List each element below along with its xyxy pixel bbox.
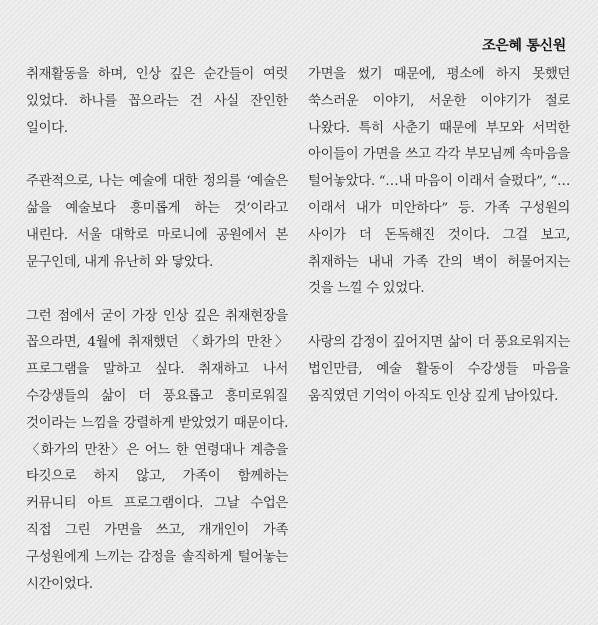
article-paragraph: 가면을 썼기 때문에, 평소에 하지 못했던 쑥스러운 이야기, 서운한 이야기가 절로 나왔다. 특히 사춘기 때문에 부모와 서먹한 아이들이 가면을 쓰고 각각 부모님께 속마음을 털어놓았다. “…내 마음이 이래서 슬펐다”, “…이래서 내가 미안하다” 등. 가족 구성원의 사이가 더 돈독해진 것이다. 그걸 보고, 취재하는 내내 가족 간의 벽이 허물어지는 것을 느낄 수 있었다.: [308, 67, 570, 297]
article-paragraph: 사랑의 감정이 깊어지면 삶이 더 풍요로워지는 법인만큼, 예술 활동이 수강생들 마음을 움직였던 기억이 아직도 인상 깊게 남아있다.: [308, 335, 570, 404]
article-column-left: [26, 62, 288, 625]
article-column-right: [308, 62, 570, 438]
article-paragraph: 그런 점에서 굳이 가장 인상 깊은 취재현장을 꼽으라면, 4월에 취재했던 〈화가의 만찬〉 프로그램을 말하고 싶다. 취재하고 나서 수강생들의 삶이 더 풍요롭고 흥미로워질 것이라는 느낌을 강렬하게 받았었기 때문이다. 〈화가의 만찬〉은 어느 한 연령대나 계층을 타깃으로 하지 않고, 가족이 함께하는 커뮤니티 아트 프로그램이다. 그날 수업은 직접 그린 가면을 쓰고, 개개인이 가족 구성원에게 느끼는 감정을 솔직하게 털어놓는 시간이었다.: [26, 308, 288, 592]
article-paragraph: 취재활동을 하며, 인상 깊은 순간들이 여럿 있었다. 하나를 꼽으라는 건 사실 잔인한 일이다.: [26, 67, 288, 136]
article-paragraph: 주관적으로, 나는 예술에 대한 정의를 ‘예술은 삶을 예술보다 흥미롭게 하는 것’이라고 내린다. 서울 대학로 마로니에 공원에서 본 문구인데, 내게 유난히 와 닿았다.: [26, 174, 288, 270]
author-byline: 조은혜 통신원: [482, 38, 566, 54]
